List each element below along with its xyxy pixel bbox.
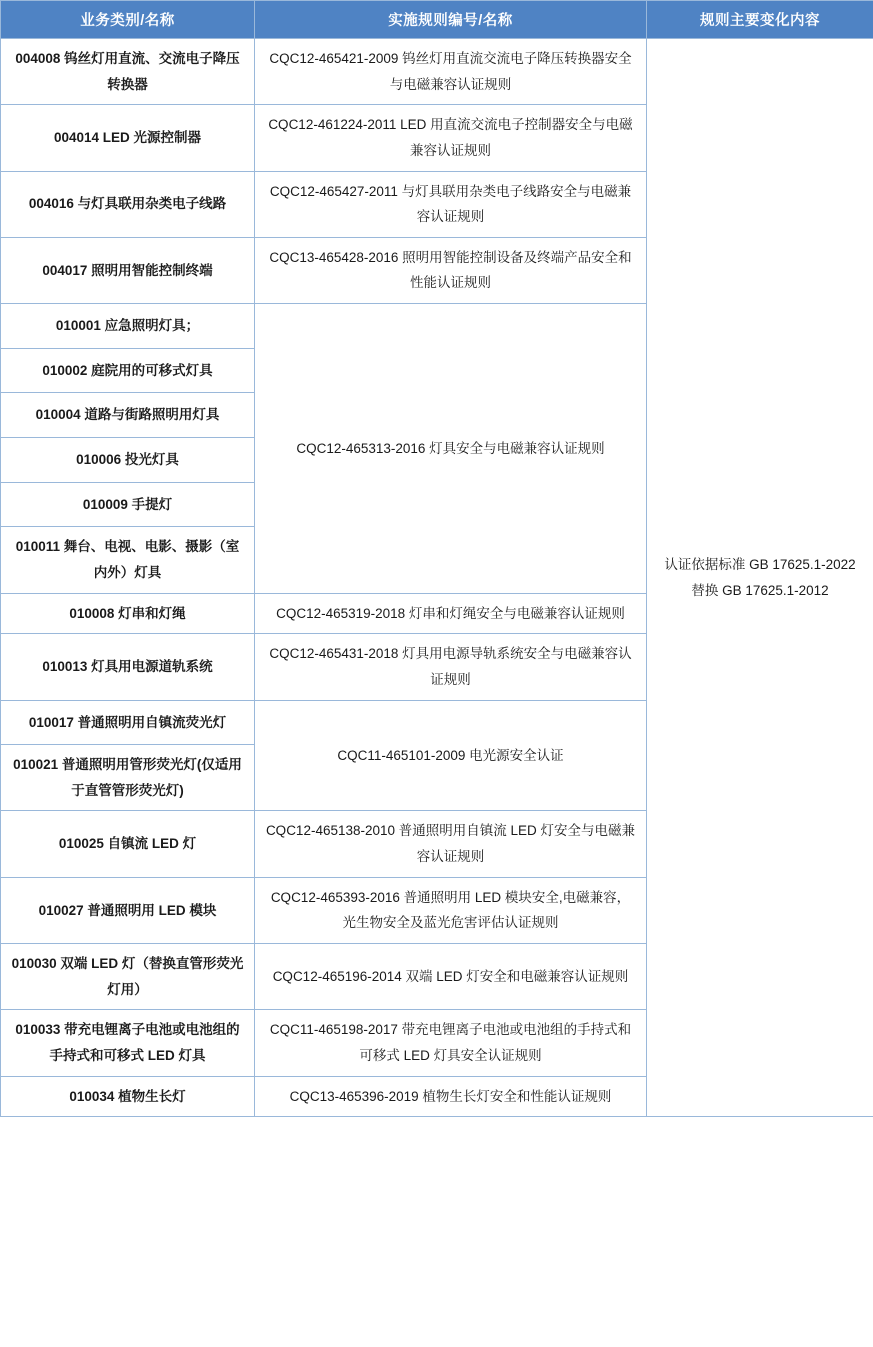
category-cell: 004016 与灯具联用杂类电子线路 xyxy=(1,171,255,237)
rule-cell: CQC12-465138-2010 普通照明用自镇流 LED 灯安全与电磁兼容认证规则 xyxy=(255,811,647,877)
category-cell: 010030 双端 LED 灯（替换直管形荧光灯用） xyxy=(1,944,255,1010)
category-cell: 010006 投光灯具 xyxy=(1,438,255,483)
rule-cell: CQC12-461224-2011 LED 用直流交流电子控制器安全与电磁兼容认证规则 xyxy=(255,105,647,171)
category-cell: 010011 舞台、电视、电影、摄影（室内外）灯具 xyxy=(1,527,255,593)
category-cell: 010021 普通照明用管形荧光灯(仅适用于直管管形荧光灯) xyxy=(1,745,255,811)
rule-cell: CQC12-465393-2016 普通照明用 LED 模块安全,电磁兼容，光生物安全及蓝光危害评估认证规则 xyxy=(255,877,647,943)
category-cell: 010013 灯具用电源道轨系统 xyxy=(1,634,255,700)
category-cell: 010001 应急照明灯具； xyxy=(1,304,255,349)
changes-cell: 认证依据标准 GB 17625.1-2022 替换 GB 17625.1-2012 xyxy=(647,39,873,1117)
table-header-row xyxy=(1,1,873,39)
header-category: 业务类别/名称 xyxy=(1,1,255,39)
rule-cell: CQC12-465431-2018 灯具用电源导轨系统安全与电磁兼容认证规则 xyxy=(255,634,647,700)
header-changes: 规则主要变化内容 xyxy=(647,1,873,39)
category-cell: 010004 道路与街路照明用灯具 xyxy=(1,393,255,438)
category-cell: 010002 庭院用的可移式灯具 xyxy=(1,348,255,393)
rule-cell: CQC12-465427-2011 与灯具联用杂类电子线路安全与电磁兼容认证规则 xyxy=(255,171,647,237)
header-rule: 实施规则编号/名称 xyxy=(255,1,647,39)
rule-cell: CQC12-465421-2009 钨丝灯用直流交流电子降压转换器安全与电磁兼容认证规则 xyxy=(255,39,647,105)
rule-cell: CQC12-465319-2018 灯串和灯绳安全与电磁兼容认证规则 xyxy=(255,593,647,634)
category-cell: 004014 LED 光源控制器 xyxy=(1,105,255,171)
rule-cell: CQC11-465101-2009 电光源安全认证 xyxy=(255,700,647,811)
category-cell: 010034 植物生长灯 xyxy=(1,1076,255,1117)
rule-cell: CQC13-465396-2019 植物生长灯安全和性能认证规则 xyxy=(255,1076,647,1117)
category-cell: 010017 普通照明用自镇流荧光灯 xyxy=(1,700,255,745)
category-cell: 010025 自镇流 LED 灯 xyxy=(1,811,255,877)
rule-cell: CQC11-465198-2017 带充电锂离子电池或电池组的手持式和可移式 LED 灯具安全认证规则 xyxy=(255,1010,647,1076)
category-cell: 004017 照明用智能控制终端 xyxy=(1,237,255,303)
category-cell: 010008 灯串和灯绳 xyxy=(1,593,255,634)
table-row xyxy=(1,39,873,105)
category-cell: 010009 手提灯 xyxy=(1,482,255,527)
category-cell: 010027 普通照明用 LED 模块 xyxy=(1,877,255,943)
rule-cell: CQC12-465196-2014 双端 LED 灯安全和电磁兼容认证规则 xyxy=(255,944,647,1010)
category-cell: 004008 钨丝灯用直流、交流电子降压转换器 xyxy=(1,39,255,105)
category-cell: 010033 带充电锂离子电池或电池组的手持式和可移式 LED 灯具 xyxy=(1,1010,255,1076)
rule-cell: CQC13-465428-2016 照明用智能控制设备及终端产品安全和性能认证规则 xyxy=(255,237,647,303)
rule-cell: CQC12-465313-2016 灯具安全与电磁兼容认证规则 xyxy=(255,304,647,593)
